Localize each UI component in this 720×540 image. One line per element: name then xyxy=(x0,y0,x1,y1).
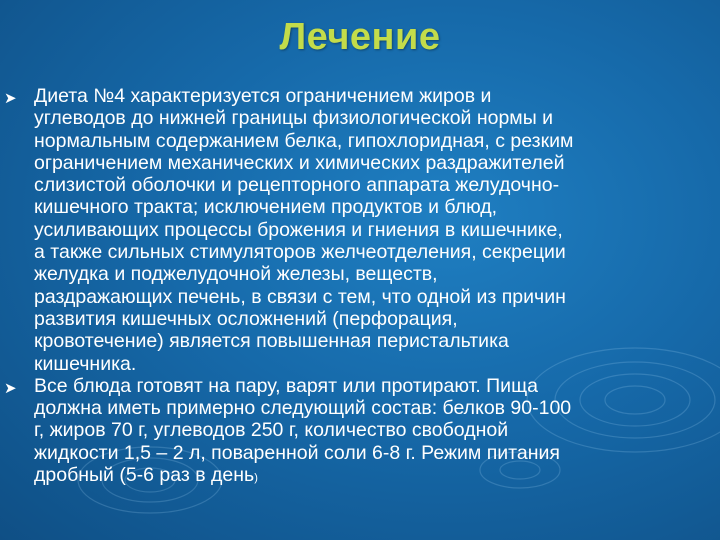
text-line: желудка и поджелудочной железы, веществ, xyxy=(34,263,438,286)
text-line-last: дробный (5-6 раз в день xyxy=(34,464,255,487)
text-line: а также сильных стимуляторов желчеотделения, секреции xyxy=(34,241,566,264)
text-line: г, жиров 70 г, углеводов 250 г, количество свободной xyxy=(34,419,509,442)
text-line: кишечного тракта; исключением продуктов и блюд, xyxy=(34,196,498,219)
bullet-text xyxy=(34,375,704,489)
bullet-item xyxy=(4,85,704,375)
bullet-item xyxy=(4,375,704,489)
text-line: Все блюда готовят на пару, варят или протирают. Пища xyxy=(34,374,538,397)
text-line: кровотечение) является повышенная перистальтика xyxy=(34,330,509,353)
text-line: ограничением механических и химических раздражителей xyxy=(34,151,565,174)
text-line: углеводов до нижней границы физиологической нормы и xyxy=(34,107,554,130)
text-line: слизистой оболочки и рецепторного аппарата желудочно- xyxy=(34,174,560,197)
slide-title: Лечение xyxy=(279,16,441,58)
closing-parenthesis: ) xyxy=(254,472,258,485)
text-line: Диета №4 характеризуется ограничением жиров и xyxy=(34,85,492,107)
bullet-text xyxy=(34,85,704,375)
text-line: раздражающих печень, в связи с тем, что одной из причин xyxy=(34,285,566,308)
arrow-right-icon: ➤ xyxy=(4,90,17,107)
text-line: развития кишечных осложнений (перфорация, xyxy=(34,307,458,330)
bullet-list xyxy=(4,85,704,489)
text-line: усиливающих процессы брожения и гниения в кишечнике, xyxy=(34,218,563,241)
text-line xyxy=(34,464,704,489)
text-line: должна иметь примерно следующий состав: белков 90-100 xyxy=(34,397,572,420)
arrow-right-icon: ➤ xyxy=(4,379,17,397)
text-line: кишечника. xyxy=(34,352,137,375)
text-line: нормальным содержанием белка, гипохлоридная, с резким xyxy=(34,129,574,152)
text-line: жидкости 1,5 – 2 л, поваренной соли 6-8 г. Режим питания xyxy=(34,441,560,464)
